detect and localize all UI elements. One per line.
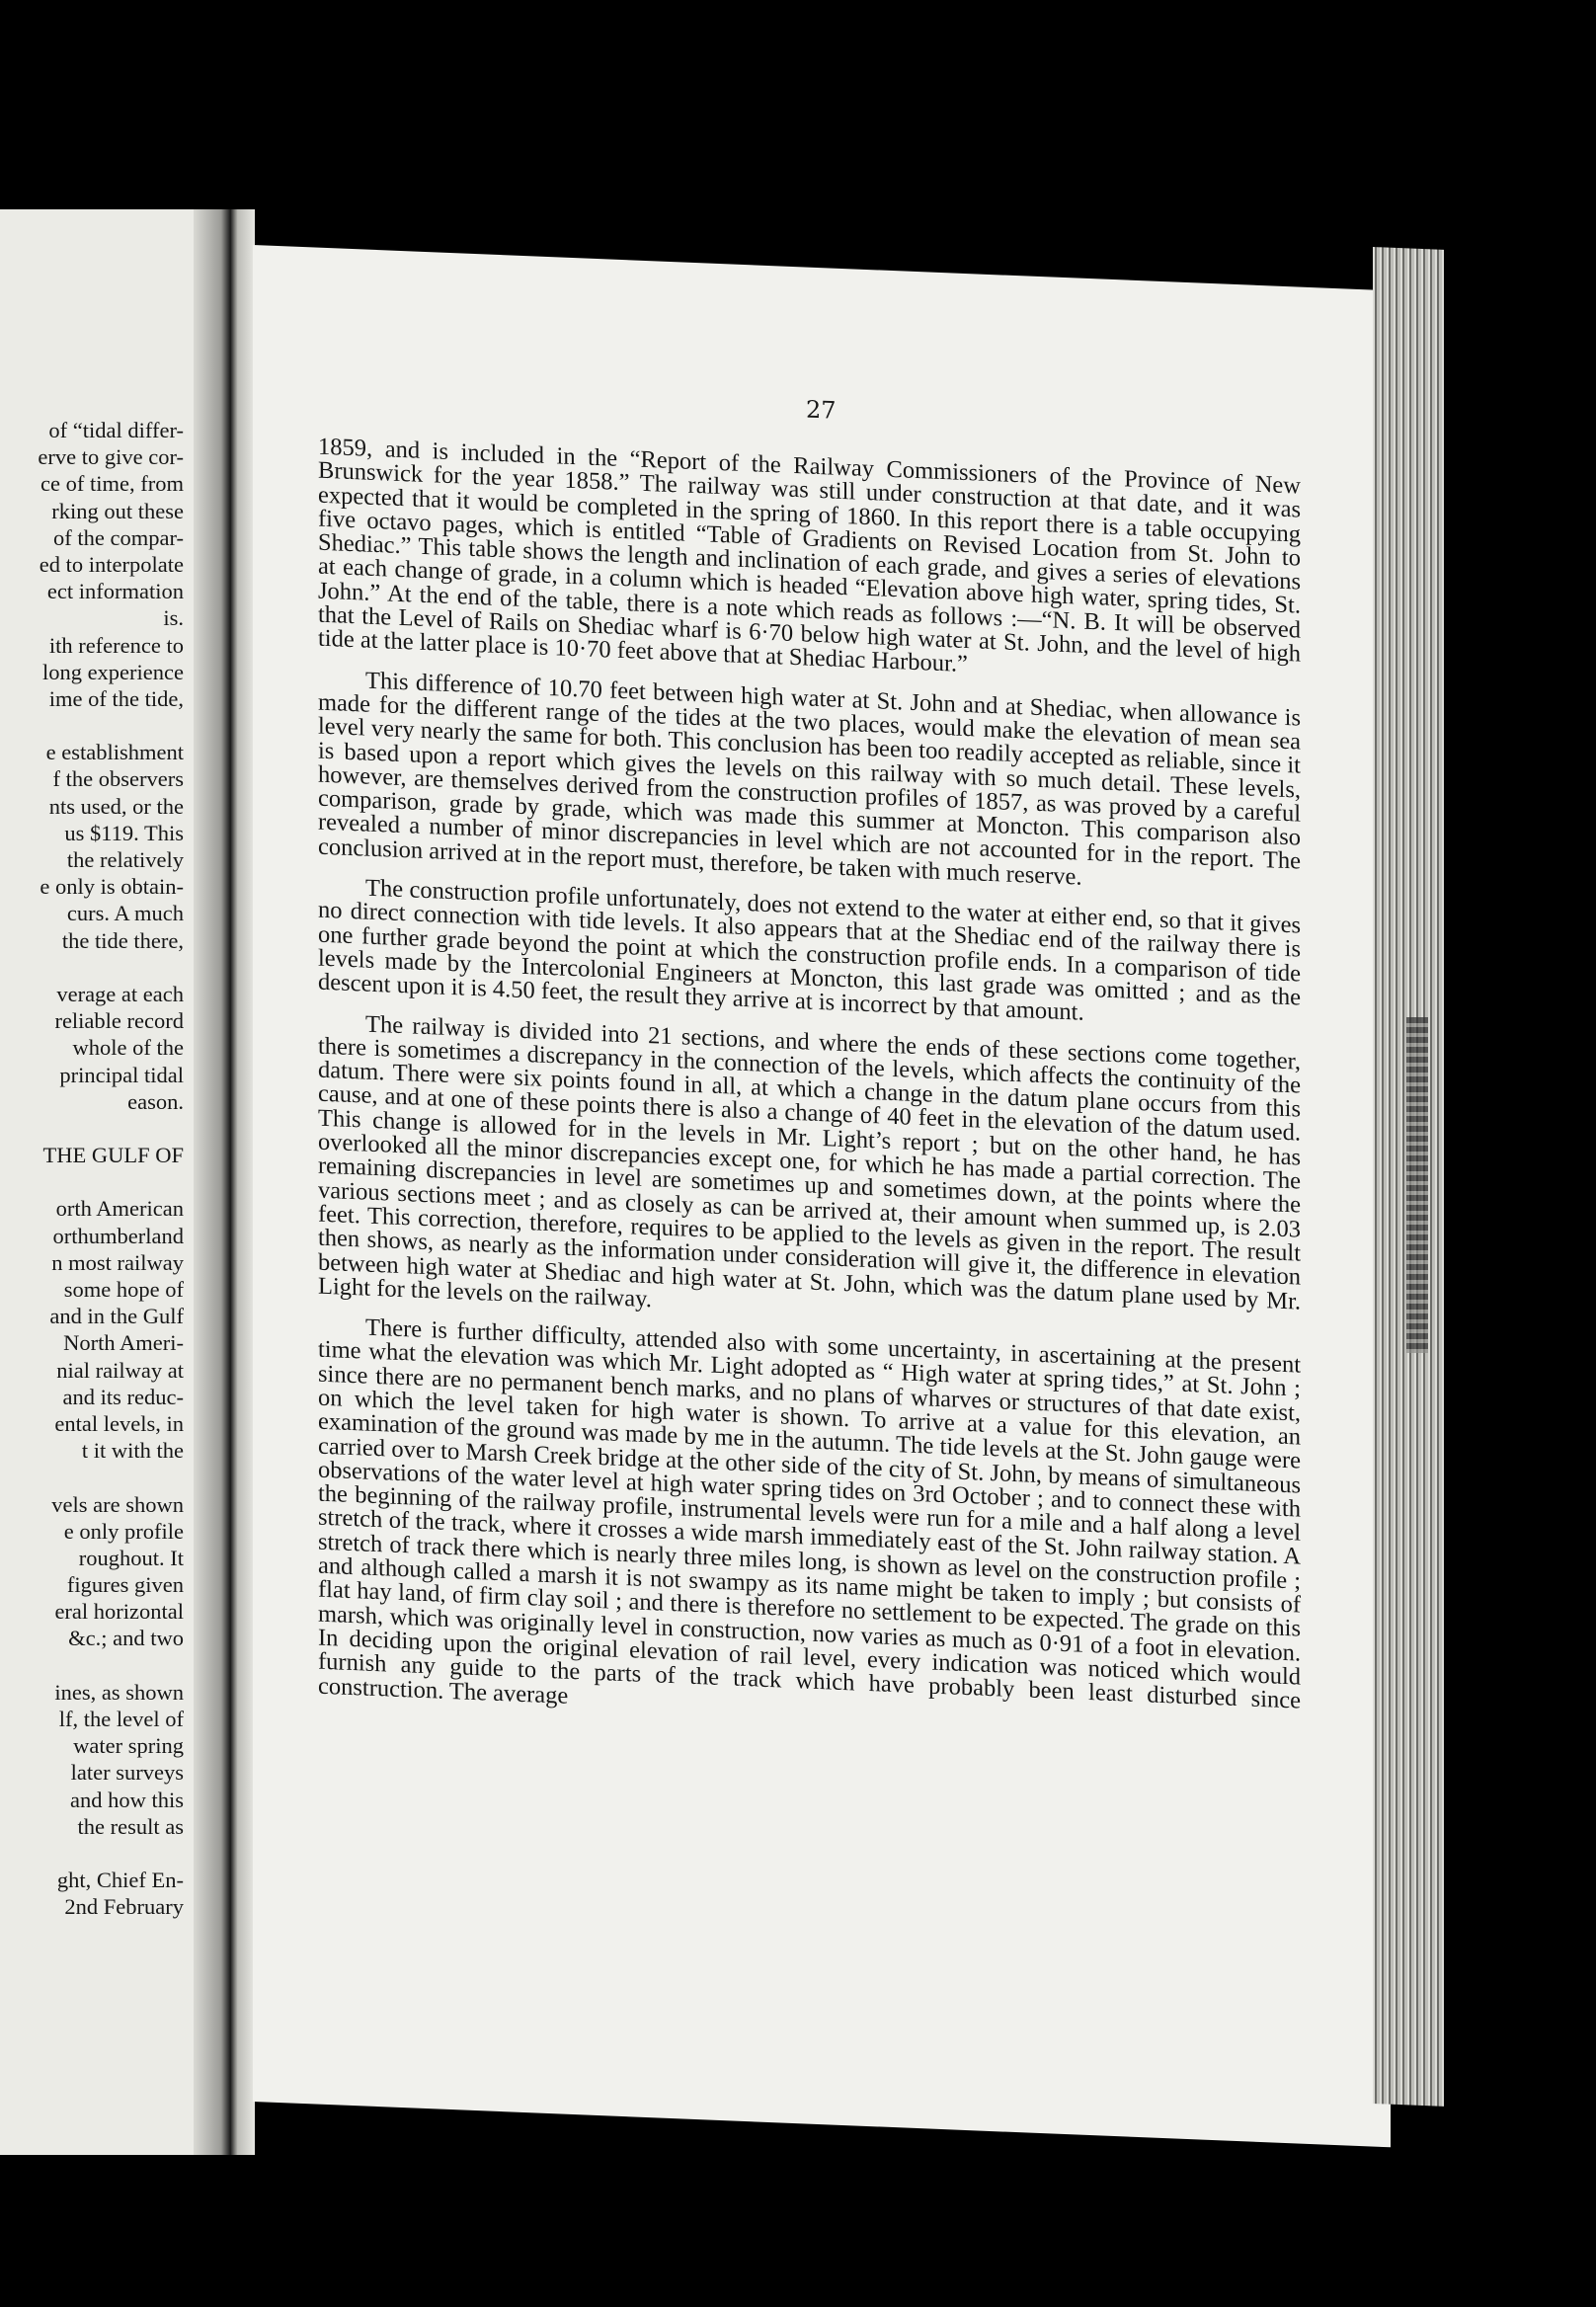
left-page-line: and how this [70, 1787, 184, 1812]
left-page-line: the tide there, [61, 927, 184, 953]
left-page-line [0, 1464, 184, 1490]
left-page-line: eason. [127, 1088, 184, 1114]
left-page-line: f the observers [52, 766, 184, 792]
left-page-line: us $119. This [64, 820, 184, 845]
left-page-line [0, 954, 184, 981]
left-page-line: nts used, or the [48, 793, 184, 819]
left-page-line: THE GULF OF [42, 1143, 184, 1168]
left-page-line: ines, as shown [54, 1679, 184, 1705]
left-page-line: is. [163, 605, 184, 631]
left-page-text [0, 417, 184, 1921]
left-page-line: curs. A much [66, 901, 184, 926]
left-page-line: ime of the tide, [48, 685, 184, 711]
left-page-line [0, 1115, 184, 1142]
left-page-line: ect information [46, 579, 184, 604]
left-page-line: t it with the [81, 1438, 184, 1464]
left-page-line: verage at each [56, 981, 184, 1006]
left-page-line: orthumberland [52, 1223, 184, 1248]
left-page-line: figures given [66, 1572, 184, 1598]
left-page-line [0, 1652, 184, 1679]
left-page-line: of the compar- [53, 524, 184, 550]
left-page-line: orth American [55, 1196, 184, 1222]
left-page-line: later surveys [70, 1760, 184, 1786]
left-page-line: eral horizontal [54, 1599, 184, 1625]
left-page-line: 2nd February [64, 1894, 184, 1920]
paragraph-3: The construction profile unfortunately, does not extend to the water at either end, so that it gives no direct connection with tide levels. It also appears that at the Shediac end of the railway there is one further grade beyond the point at which the construction profile ends. In a comparison of tide levels made by the Intercolonial Engineers at Moncton, this last grade was omitted ; and as the descent upon it is 4.50 feet, the result they arrive at is incorrect by that amount. [318, 874, 1301, 1027]
left-page-line: and in the Gulf [49, 1304, 184, 1329]
left-page-line: water spring [73, 1733, 184, 1759]
left-page-line: lf, the level of [58, 1707, 184, 1731]
left-page-line [0, 712, 184, 739]
left-page-line: the relatively [66, 847, 184, 872]
book-gutter [194, 209, 255, 2155]
left-page-line: n most railway [51, 1249, 184, 1275]
left-page-line: nial railway at [56, 1357, 184, 1383]
paragraph-1: 1859, and is included in the “Report of the Railway Commissioners of the Province of New Brunswick for the year 1858.” The railway was still under construction at that date, and it was expected that it would be completed in the spring of 1860. In this report there is a table occupying five octavo pages, which is entitled “Table of Gradients on Revised Location from St. John to Shediac.” This table shows the length and inclination of each grade, and gives a series of elevations at each change of grade, in a column which is headed “Elevation above high water, spring tides, St. John.” At the end of the table, there is a note which reads as follows :—“N. B. It will be observed that the Level of Rails on Shediac wharf is 6·70 below high water at St. John, and the level of high tide at the latter place is 10·70 feet above that at Shediac Harbour.” [318, 433, 1301, 678]
left-page-line: &c.; and two [68, 1626, 184, 1651]
left-page-line: reliable record [54, 1008, 184, 1034]
left-page-line: ith reference to [48, 632, 184, 658]
left-page-line: principal tidal [59, 1062, 184, 1087]
left-page-line: ed to interpolate [39, 551, 184, 577]
left-page-line: long experience [41, 659, 184, 684]
left-page-line: e only is obtain- [40, 874, 184, 900]
left-page-line: e establishment [45, 740, 184, 765]
left-page-line: vels are shown [51, 1491, 184, 1517]
left-page-line: some hope of [63, 1277, 184, 1302]
right-page [253, 245, 1391, 2147]
paragraph-4: The railway is divided into 21 sections, and where the ends of these sections come together, there is sometimes a discrepancy in the connection of the levels, which affects the continuity of the datum. There were six points found in all, at which a change in the datum plane occurs from this cause, and at one of these points there is also a change of 40 feet in the elevation of the datum used. This change is allowed for in the levels in Mr. Light’s report ; but on the other hand, he has overlooked all the minor discrepancies except one, for which he has made a partial correction. The remaining discrepancies in level are sometimes up and sometimes down, at the points where the various sections meet ; and as closely as can be arrived at, their amount when summed up, is 2.03 feet. This correction, therefore, requires to be applied to the levels as given in the report. The result then shows, as nearly as the information under consideration will give it, the difference in elevation between high water at Shediac and high water at St. John, which was the datum plane used by Mr. Light for the levels on the railway. [318, 1010, 1301, 1315]
left-page-line: of “tidal differ- [48, 418, 184, 442]
page-body [318, 433, 1301, 1754]
paragraph-5: There is further difficulty, attended also with some uncertainty, in ascertaining at the present time what the elevation was which Mr. Light adopted as “ High water at spring tides,” at St. John ; since there are no permanent bench marks, and no plans of wharves or structures of that date exist, on which the level taken for high water is shown. To arrive at a value for this elevation, an examination of the ground was made by me in the autumn. The tide levels at the St. John gauge were carried over to Marsh Creek bridge at the other side of the city of St. John, by means of simultaneous observations of the water level at high water spring tides on 3rd October ; and to connect these with the beginning of the railway profile, instrumental levels were run for a mile and a half along a level stretch of the track, where it crosses a wide marsh immediately east of the St. John railway station. A stretch of track there which is nearly three miles long, is shown as level on the construction profile ; and although called a marsh it is not swampy as its name might be taken to imply ; but consists of flat hay land, of firm clay soil ; and there is therefore no settlement to be expected. The grade on this marsh, which was originally level in construction, now varies as much as 0·91 of a foot in elevation. In deciding upon the original elevation of rail level, every indication was noticed which would furnish any guide to the parts of the track which have probably been least disturbed since construction. The average [318, 1313, 1301, 1714]
page-number: 27 [806, 395, 837, 425]
left-page-line [0, 1840, 184, 1867]
left-page-line: whole of the [72, 1035, 184, 1061]
paragraph-2: This difference of 10.70 feet between high water at St. John and at Shediac, when allowance is made for the different range of the tides at the two places, would make the elevation of mean sea level very nearly the same for both. This conclusion has been too readily accepted as reliable, since it is based upon a report which gives the levels on this railway with so much detail. These levels, however, are themselves derived from the construction profiles of 1857, as was proved by a careful comparison, grade by grade, which was made this summer at Moncton. This comparison also revealed a number of minor discrepancies in level which are not accounted for in the report. The conclusion arrived at in the report must, therefore, be taken with much reserve. [318, 667, 1301, 891]
left-page-line: e only profile [63, 1518, 184, 1544]
left-page-line: and its reduc- [62, 1384, 184, 1409]
left-page-line: the result as [77, 1813, 184, 1839]
left-page-line: erve to give cor- [38, 444, 184, 470]
page-edge-mark [1406, 1017, 1428, 1353]
left-page-line: ental levels, in [54, 1410, 184, 1436]
left-page-line: ce of time, from [40, 471, 184, 497]
left-page-line: rking out these [51, 498, 184, 523]
left-page-line: North Ameri- [63, 1330, 184, 1356]
left-page-line [0, 1168, 184, 1195]
left-page-line: roughout. It [78, 1545, 184, 1570]
left-page-line: ght, Chief En- [56, 1868, 184, 1893]
